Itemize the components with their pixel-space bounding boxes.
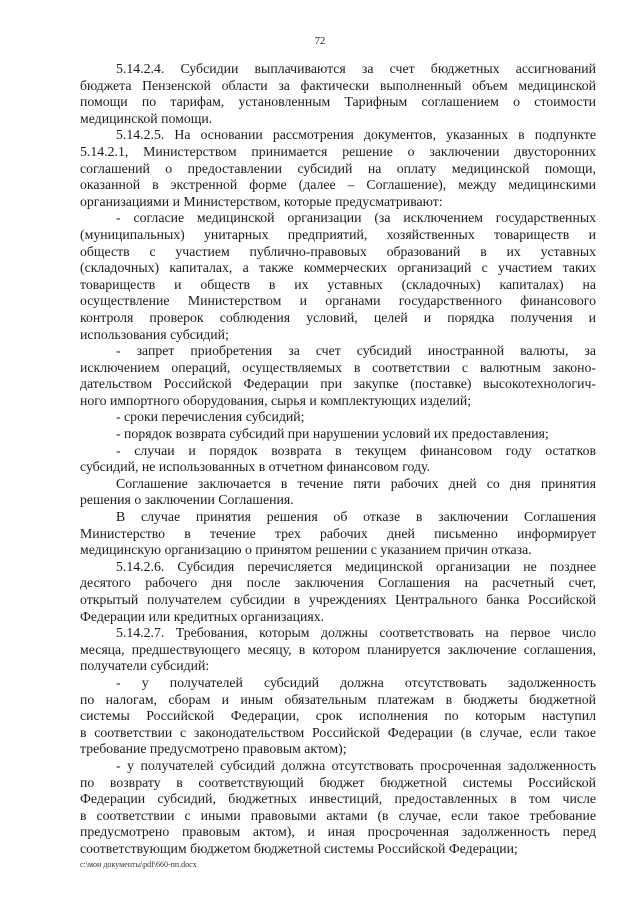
paragraph xyxy=(80,61,596,127)
text-line: исключением операций, осуществляемых в соответствии с валютным законо- xyxy=(80,359,596,375)
text-line: контроля проверок соблюдения условий, целей и порядка получения и xyxy=(80,309,596,325)
text-line: субсидий, не использованных в отчетном финансовом году. xyxy=(80,459,430,475)
paragraph xyxy=(80,127,596,210)
text-line: - запрет приобретения за счет субсидий иностранной валюты, за xyxy=(116,343,596,359)
paragraph xyxy=(80,443,596,476)
page-number: 72 xyxy=(314,36,326,47)
text-line: ного импортного оборудования, сырья и комплектующих изделий; xyxy=(80,392,472,408)
text-line: Соглашение заключается в течение пяти рабочих дней со дня принятия xyxy=(116,475,596,491)
text-line: соглашений о предоставлении субсидий на оплату медицинской помощи, xyxy=(80,160,596,176)
text-line: получатели субсидий: xyxy=(80,658,210,674)
text-line: использования субсидий; xyxy=(80,326,229,342)
document-body xyxy=(80,61,596,858)
paragraph xyxy=(80,758,596,858)
text-line: организациями и Министерством, которые предусматривают: xyxy=(80,193,443,209)
text-line: Федерации субсидий, бюджетных инвестиций, предоставленных в том числе xyxy=(80,791,596,807)
text-line: 5.14.2.7. Требования, которым должны соответствовать на первое число xyxy=(116,625,596,641)
text-line: медицинской помощи. xyxy=(80,110,213,126)
text-line: осуществление Министерством и органами государственного финансового xyxy=(80,293,596,309)
text-line: бюджета Пензенской области за фактически выполненный объем медицинской xyxy=(80,77,596,93)
text-line: - у получателей субсидий должна отсутствовать задолженность xyxy=(116,674,596,690)
text-line: медицинскую организацию о принятом решении с указанием причин отказа. xyxy=(80,542,532,558)
text-line: (муниципальных) унитарных предприятий, хозяйственных товариществ и xyxy=(80,226,596,242)
paragraph xyxy=(80,409,596,426)
footer-file-path: c:\мои документы\pdf\660-пп.docx xyxy=(80,860,197,869)
paragraph xyxy=(80,343,596,409)
text-line: Министерство в течение трех рабочих дней письменно информирует xyxy=(80,525,596,541)
paragraph xyxy=(80,675,596,758)
text-line: - случаи и порядок возврата в текущем финансовом году остатков xyxy=(116,442,596,458)
text-line: 5.14.2.4. Субсидии выплачиваются за счет бюджетных ассигнований xyxy=(116,61,596,76)
paragraph xyxy=(80,559,596,625)
text-line: дательством Российской Федерации при закупке (поставке) высокотехнологич- xyxy=(80,376,596,392)
paragraph xyxy=(80,476,596,509)
text-line: в соответствии с иными правовыми актами (в случае, если такое требование xyxy=(80,807,596,823)
text-line: по возврату в соответствующий бюджет бюджетной системы Российской xyxy=(80,774,596,790)
text-line: В случае принятия решения об отказе в заключении Соглашения xyxy=(116,509,596,525)
text-line: обществ с участием публично-правовых образований в их уставных xyxy=(80,243,596,259)
text-line: предусмотрено правовым актом), и иная просроченная задолженность перед xyxy=(80,824,596,840)
text-line: системы Российской Федерации, срок исполнения по которым наступил xyxy=(80,708,596,724)
text-line: помощи по тарифам, установленным Тарифным соглашением о стоимости xyxy=(80,94,596,110)
text-line: Федерации или кредитных организациях. xyxy=(80,608,325,624)
text-line: в соответствии с законодательством Российской Федерации (в случае, если такое xyxy=(80,724,596,740)
text-line: (складочных) капиталах, а также коммерческих организаций с участием таких xyxy=(80,260,596,276)
text-line: - сроки перечисления субсидий; xyxy=(116,409,305,425)
text-line: товариществ и обществ в их уставных (складочных) капиталах) на xyxy=(80,276,596,292)
text-line: - у получателей субсидий должна отсутствовать просроченная задолженность xyxy=(116,757,596,773)
text-line: требование предусмотрено правовым актом); xyxy=(80,741,347,757)
text-line: по налогам, сборам и иным обязательным платежам в бюджеты бюджетной xyxy=(80,691,596,707)
text-line: 5.14.2.6. Субсидия перечисляется медицинской организации не позднее xyxy=(116,558,596,574)
text-line: оказанной в экстренной форме (далее – Соглашение), между медицинскими xyxy=(80,177,596,193)
paragraph xyxy=(80,625,596,675)
text-line: 5.14.2.1, Министерством принимается решение о заключении двусторонних xyxy=(80,143,596,159)
text-line: открытый получателем субсидии в учреждениях Центрального банка Российской xyxy=(80,592,596,607)
text-line: соответствующим бюджетом бюджетной системы Российской Федерации; xyxy=(80,840,518,856)
text-line: 5.14.2.5. На основании рассмотрения документов, указанных в подпункте xyxy=(116,127,596,143)
paragraph xyxy=(80,509,596,559)
text-line: месяца, предшествующего месяцу, в котором планируется заключение соглашения, xyxy=(80,641,596,657)
paragraph xyxy=(80,426,596,443)
text-line: - порядок возврата субсидий при нарушении условий их предоставления; xyxy=(116,426,549,442)
text-line: - согласие медицинской организации (за исключением государственных xyxy=(116,210,596,226)
text-line: десятого рабочего дня после заключения Соглашения на расчетный счет, xyxy=(80,575,596,591)
paragraph xyxy=(80,210,596,343)
text-line: решения о заключении Соглашения. xyxy=(80,492,294,508)
